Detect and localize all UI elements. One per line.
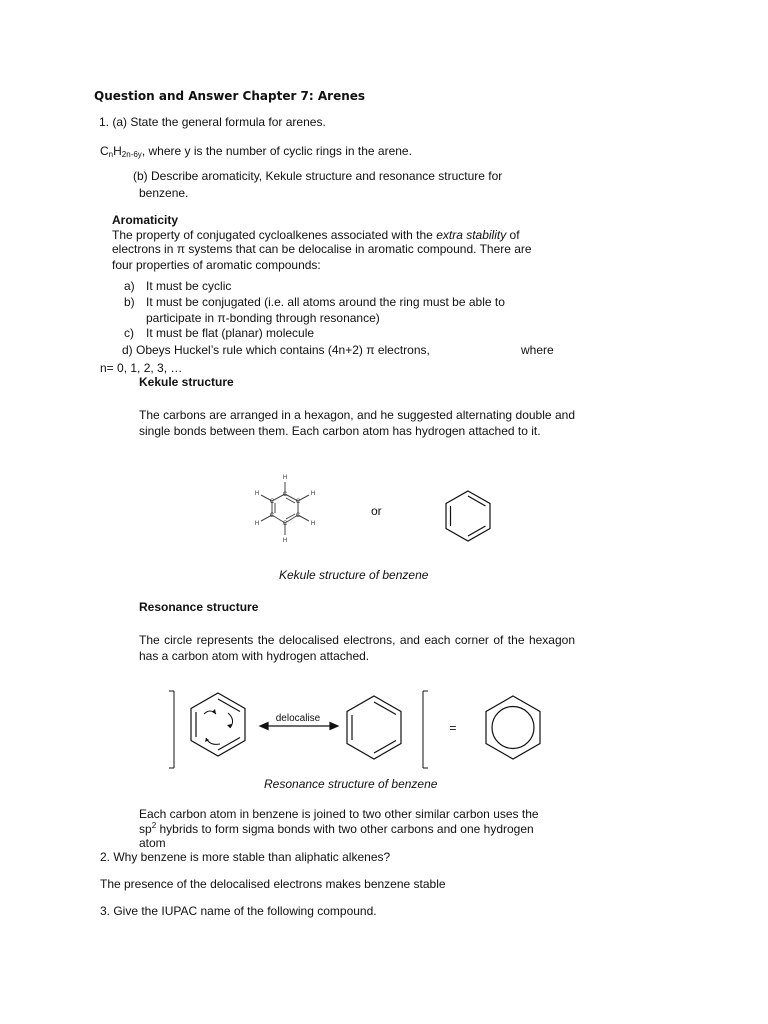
list-item-c: It must be flat (planar) molecule <box>146 326 315 340</box>
equals-sign: = <box>449 721 457 735</box>
resonance-diagram <box>160 688 560 773</box>
curved-arrows-icon <box>204 711 233 744</box>
kekule-caption: Kekule structure of benzene <box>279 568 429 582</box>
delocalise-label: delocalise <box>275 713 321 724</box>
aromaticity-intro-em: extra stability <box>436 228 507 242</box>
or-label: or <box>371 504 382 518</box>
resonance-caption: Resonance structure of benzene <box>264 777 438 791</box>
resonance-para2-line3: atom <box>139 836 166 850</box>
resonance-heading: Resonance structure <box>139 600 259 614</box>
aromaticity-heading: Aromaticity <box>112 213 179 227</box>
atom-h: H <box>254 521 260 527</box>
sp-superscript: 2 <box>151 821 157 830</box>
kekule-paragraph: The carbons are arranged in a hexagon, and he suggested alternating double and single bonds between them. Each carbon atom has hydrogen attached to it. <box>139 408 575 438</box>
list-item-b: It must be conjugated (i.e. all atoms around the ring must be able to <box>146 295 505 309</box>
formula-h: H <box>113 144 122 158</box>
atom-c: C <box>269 499 275 505</box>
list-item-d-where: where <box>521 343 554 357</box>
atom-c: C <box>269 513 275 519</box>
resonance-paragraph: The circle represents the delocalised electrons, and each corner of the hexagon has a carbon atom with hydrogen attached. <box>139 633 575 663</box>
kekule-bonds <box>261 482 309 535</box>
answer-2: The presence of the delocalised electrons makes benzene stable <box>100 877 446 891</box>
atom-c: C <box>282 521 288 527</box>
list-marker-a: a) <box>124 279 135 293</box>
aromaticity-intro <box>112 228 520 242</box>
list-marker-b: b) <box>124 295 135 309</box>
formula-sub-2n: 2n-6y <box>121 150 142 159</box>
atom-c: C <box>282 492 288 498</box>
atom-h: H <box>310 491 316 497</box>
list-marker-c: c) <box>124 326 134 340</box>
list-item-a: It must be cyclic <box>146 279 232 293</box>
kekule-heading: Kekule structure <box>139 375 234 389</box>
resonance-para2-line1: Each carbon atom in benzene is joined to two other similar carbon uses the <box>139 807 539 821</box>
list-item-d: d) Obeys Huckel’s rule which contains (4n+2) π electrons, <box>122 343 430 357</box>
arrowheads-icon <box>205 709 232 742</box>
formula-rest: , where y is the number of cyclic rings in the arene. <box>141 144 412 158</box>
atom-c: C <box>295 513 301 519</box>
left-bracket <box>169 691 174 768</box>
atom-c: C <box>295 499 301 505</box>
aromaticity-intro-pre: The property of conjugated cycloalkenes associated with the <box>112 228 437 242</box>
question-1b-line1: (b) Describe aromaticity, Kekule structure and resonance structure for <box>133 169 503 183</box>
page-title: Question and Answer Chapter 7: Arenes <box>94 89 366 103</box>
resonance-para2-line2-text: hybrids to form sigma bonds with two other carbons and one hydrogen <box>156 822 534 836</box>
general-formula <box>100 144 412 158</box>
question-1b-line2: benzene. <box>139 186 189 200</box>
resonance-para2-line2 <box>139 822 534 836</box>
aromaticity-line2: electrons in π systems that can be delocalise in aromatic compound. There are <box>112 242 532 256</box>
benzene-kekule-second <box>347 696 401 759</box>
sp-text: sp <box>139 822 152 836</box>
kekule-structure-with-atoms <box>240 470 330 550</box>
benzene-circle <box>486 696 540 759</box>
aromaticity-intro-post: of <box>506 228 520 242</box>
aromaticity-line3: four properties of aromatic compounds: <box>112 258 321 272</box>
atom-h: H <box>310 521 316 527</box>
atom-h: H <box>282 538 288 544</box>
kekule-skeletal-benzene <box>440 488 496 544</box>
benzene-with-arrows <box>191 693 245 756</box>
formula-c: C <box>100 144 109 158</box>
atom-h: H <box>282 475 288 481</box>
atom-h: H <box>254 491 260 497</box>
question-3: 3. Give the IUPAC name of the following compound. <box>100 904 377 918</box>
right-bracket <box>423 691 428 768</box>
question-2: 2. Why benzene is more stable than aliphatic alkenes? <box>100 850 391 864</box>
question-1a: 1. (a) State the general formula for arenes. <box>99 115 326 129</box>
formula-sub-n: n <box>108 150 114 159</box>
list-item-b-cont: participate in π-bonding through resonance) <box>146 311 380 325</box>
list-item-d-cont: n= 0, 1, 2, 3, … <box>100 361 183 375</box>
